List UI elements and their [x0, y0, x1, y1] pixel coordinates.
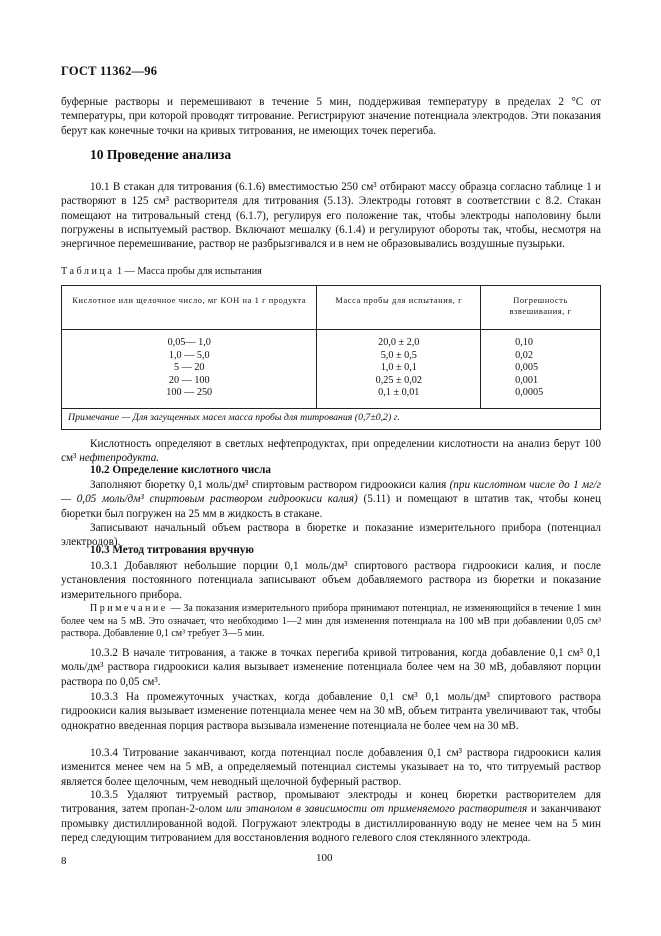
sample-mass-table [61, 285, 601, 430]
acid-number-column [62, 330, 317, 409]
table-body-row [62, 330, 601, 409]
paragraph-10-2-1 [61, 478, 601, 521]
table-cell: 20,0 ± 2,0 [378, 337, 420, 348]
paragraph-10-3-3: 10.3.3 На промежуточных участках, когда добавление 0,1 см³ 0,1 моль/дм³ спиртового раствора гидроокиси калия вызывает изменение потенциала менее чем на 30 мВ, объем титранта увеличивают так, чтобы однократно введенная порция раствора вызывала изменение потенциала не более чем на 30 мВ. [61, 691, 601, 732]
section-10-2-heading: 10.2 Определение кислотного числа [90, 464, 271, 476]
paragraph-10-3-1: 10.3.1 Добавляют небольшие порции 0,1 моль/дм³ спиртового раствора гидроокиси калия, и после установления постоянного потенциала записывают объем добавляемого раствора из бюретки и показание измерительного прибора. [61, 560, 601, 601]
page-number-center: 100 [316, 852, 333, 864]
p10-3-5-text-a: 10.3.5 Удаляют титруемый раствор, промывают электроды и конец бюретки растворителем для титрования, затем пропан-2-олом [61, 789, 601, 816]
note-label: Примечание [90, 603, 168, 614]
table-cell: 20 — 100 [168, 374, 210, 386]
table-note: Примечание — Для загущенных масел масса пробы для титрования (0,7±0,2) г. [62, 408, 601, 429]
page-number-left: 8 [61, 855, 67, 867]
table-note-row [62, 408, 601, 429]
weighing-error-column [481, 330, 601, 409]
header-weighing-error: Погрешность взвешивания, г [481, 286, 601, 330]
header-sample-mass: Масса пробы для испытания, г [317, 286, 481, 330]
acidity-text: Кислотность определяют в светлых нефтепродуктах, при определении кислотности на анализ берут 100 см³ [61, 438, 601, 465]
acidity-italic: нефтепродукта. [79, 452, 160, 465]
p10-3-5-italic: или этанолом в зависимости от применяемого растворителя [225, 803, 528, 816]
note-text: — За показания измерительного прибора принимают потенциал, не изменяющийся в течение 1 мин более чем на 5 мВ. Это означает, что необходимо 1—2 мин для изменения потенциала на 100 мВ при добавлении 0,05 см³ раствора. Добавление 0,1 см³ требует 3—5 мин. [61, 603, 601, 639]
paragraph-10-3-5 [61, 788, 601, 845]
table-cell: 0,10 [515, 337, 533, 348]
table-caption-label: Таблица [61, 266, 115, 277]
table-cell: 100 — 250 [166, 387, 213, 399]
table-cell: 0,1 ± 0,01 [378, 387, 420, 399]
standard-code-header: ГОСТ 11362—96 [61, 64, 158, 78]
paragraph-10-1: 10.1 В стакан для титрования (6.1.6) вместимостью 250 см³ отбирают массу образца согласно таблице 1 и растворяют в 125 см³ растворителя для титрования (5.13). Электроды готовят в соответствии с 8.2. Стакан помещают на титровальный стенд (6.1.7), регулируя его положение так, чтобы электроды наполовину были погружены в испытуемый раствор. Включают мешалку (6.1.4) и регулируют обороты так, чтобы, несмотря на энергичное перемешивание, раствор не разбрызгивался и в нем не образовывались воздушные пузырьки. [61, 181, 601, 251]
table-caption-text: 1 — Масса пробы для испытания [114, 266, 262, 277]
p10-2-italic: (при кислотном числе до 1 мг/г — 0,05 моль/дм³ спиртовым раствором гидроокиси калия) [61, 479, 601, 506]
table-cell: 0,001 [515, 374, 539, 386]
paragraph-10-3-4: 10.3.4 Титрование заканчивают, когда потенциал после добавления 0,1 см³ раствора гидроокиси калия изменится менее чем на 5 мВ, а определяемый потенциал системы указывает на то, что титруемый раствор является более щелочным, чем неводный щелочной буферный раствор. [61, 747, 601, 788]
table-header-row [62, 286, 601, 330]
note-10-3 [61, 603, 601, 641]
section-10-heading: 10 Проведение анализа [90, 147, 232, 162]
table-cell: 0,02 [515, 349, 533, 361]
table-cell: 0,05— 1,0 [167, 337, 211, 348]
table-cell: 5,0 ± 0,5 [380, 349, 417, 361]
p10-2-text-b: (5.11) и помещают в штатив так, чтобы конец бюретки был погружен на 25 мм в жидкость в стакане. [61, 493, 601, 520]
p10-2-text-a: Заполняют бюретку 0,1 моль/дм³ спиртовым раствором гидроокиси калия [90, 479, 450, 491]
paragraph-10-2-2: Записывают начальный объем раствора в бюретке и показание измерительного прибора (потенциал электродов). [61, 522, 601, 549]
table-cell: 0,005 [515, 362, 539, 374]
section-10-3-heading: 10.3 Метод титрования вручную [90, 544, 254, 556]
table-cell: 1,0 — 5,0 [168, 349, 210, 361]
table-cell: 0,25 ± 0,02 [375, 374, 422, 386]
table-cell: 5 — 20 [173, 362, 205, 374]
sample-mass-column [317, 330, 481, 409]
paragraph-10-3-2: 10.3.2 В начале титрования, а также в точках перегиба кривой титрования, когда добавление 0,1 см³ 0,1 моль/дм³ раствора гидроокиси калия вызывает изменение потенциала более чем на 30 мВ, добавляют порции раствора по 0,05 см³. [61, 647, 601, 688]
p10-3-5-text-b: и заканчивают промывку дистиллированной водой. Погружают электроды в дистиллированную воду не менее чем на 5 мин перед следующим титрованием для восстановления водного гелевого слоя стеклянного электрода. [61, 803, 601, 844]
header-acid-number: Кислотное или щелочное число, мг КОН на 1 г продукта [62, 286, 317, 330]
acidity-paragraph [61, 437, 601, 466]
table-cell: 0,0005 [515, 387, 544, 399]
intro-paragraph: буферные растворы и перемешивают в течение 5 мин, поддерживая температуру в пределах 2 °С от температуры, при которой проводят титрование. Регистрируют значение потенциала электродов. Эти показания берут как конечные точки на кривых титрования, не имеющих точек перегиба. [61, 96, 601, 137]
table-1-caption [61, 266, 262, 277]
table-cell: 1,0 ± 0,1 [380, 362, 417, 374]
